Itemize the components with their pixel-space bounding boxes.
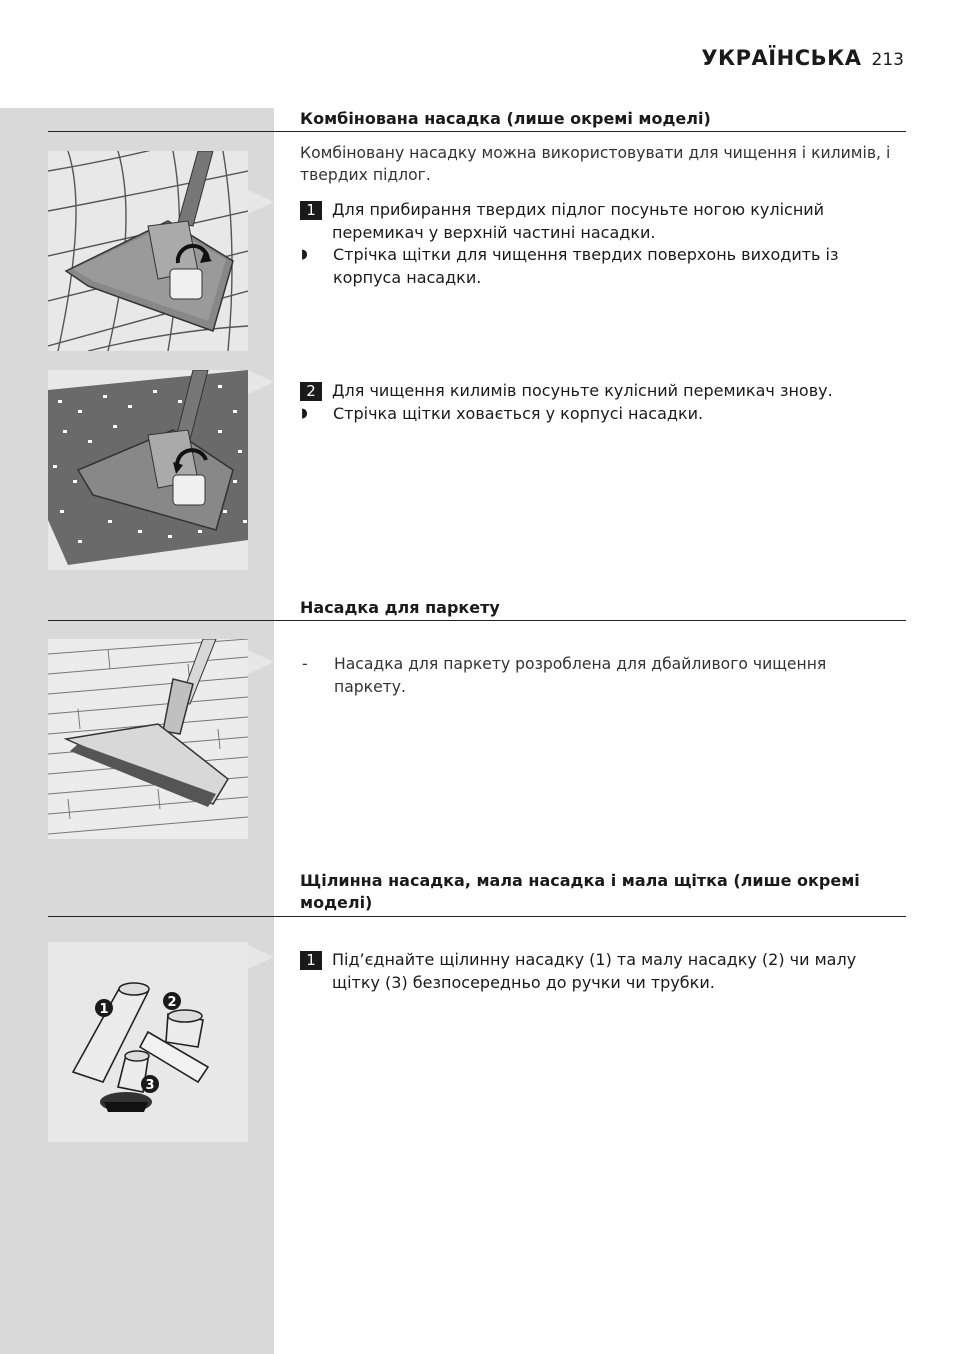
page-number: 213 xyxy=(871,50,904,70)
step-text: Для чищення килимів посуньте кулісний перемикач знову. xyxy=(332,381,833,400)
step-number: 2 xyxy=(300,382,322,401)
step-2-carpet xyxy=(300,380,900,403)
figure-pointer xyxy=(248,370,274,394)
result-bullet: ◗ xyxy=(301,406,308,421)
figure-pointer xyxy=(248,945,274,969)
section-heading-crevice-tool: Щілинна насадка, мала насадка і мала щітка (лише окремі моделі) xyxy=(300,871,860,912)
section-heading-combined-nozzle: Комбінована насадка (лише окремі моделі) xyxy=(300,109,711,128)
intro-paragraph: Комбіновану насадку можна використовувати для чищення і килимів, і твердих підлог. xyxy=(300,144,891,184)
figure-hard-floor-nozzle xyxy=(48,151,248,351)
figure-parquet-nozzle xyxy=(48,639,248,839)
figure-pointer xyxy=(248,650,274,674)
result-text: Стрічка щітки для чищення твердих поверхонь виходить із корпуса насадки. xyxy=(333,245,839,287)
language-title: УКРАЇНСЬКА xyxy=(701,46,862,70)
figure-carpet-nozzle xyxy=(48,370,248,570)
parquet-description xyxy=(300,653,900,698)
step-text: Для прибирання твердих підлог посуньте ногою кулісний перемикач у верхній частині насадки. xyxy=(332,200,825,242)
section-divider xyxy=(48,620,906,621)
accessory-label-1: 1 xyxy=(99,1002,109,1017)
section-heading-parquet-nozzle: Насадка для паркету xyxy=(300,598,500,617)
result-bullet: ◗ xyxy=(301,247,308,262)
page-header xyxy=(701,46,904,70)
description-text: Насадка для паркету розроблена для дбайливого чищення паркету. xyxy=(334,655,827,696)
figure-accessories xyxy=(48,942,248,1142)
step-1-hard-floor xyxy=(300,199,900,244)
section-divider xyxy=(48,131,906,132)
step-number: 1 xyxy=(300,951,322,970)
figure-pointer xyxy=(248,190,274,214)
list-dash: - xyxy=(302,655,308,673)
result-2-brush-retract xyxy=(300,403,900,426)
section-divider xyxy=(48,916,906,917)
accessory-label-3: 3 xyxy=(145,1078,155,1093)
step-number: 1 xyxy=(300,201,322,220)
accessory-label-2: 2 xyxy=(167,995,177,1010)
result-text: Стрічка щітки ховається у корпусі насадки. xyxy=(333,404,704,423)
result-1-brush-out xyxy=(300,244,900,289)
step-text: Під’єднайте щілинну насадку (1) та малу насадку (2) чи малу щітку (3) безпосередньо до ручки чи трубки. xyxy=(332,950,857,992)
step-1-attach-accessories xyxy=(300,949,900,994)
